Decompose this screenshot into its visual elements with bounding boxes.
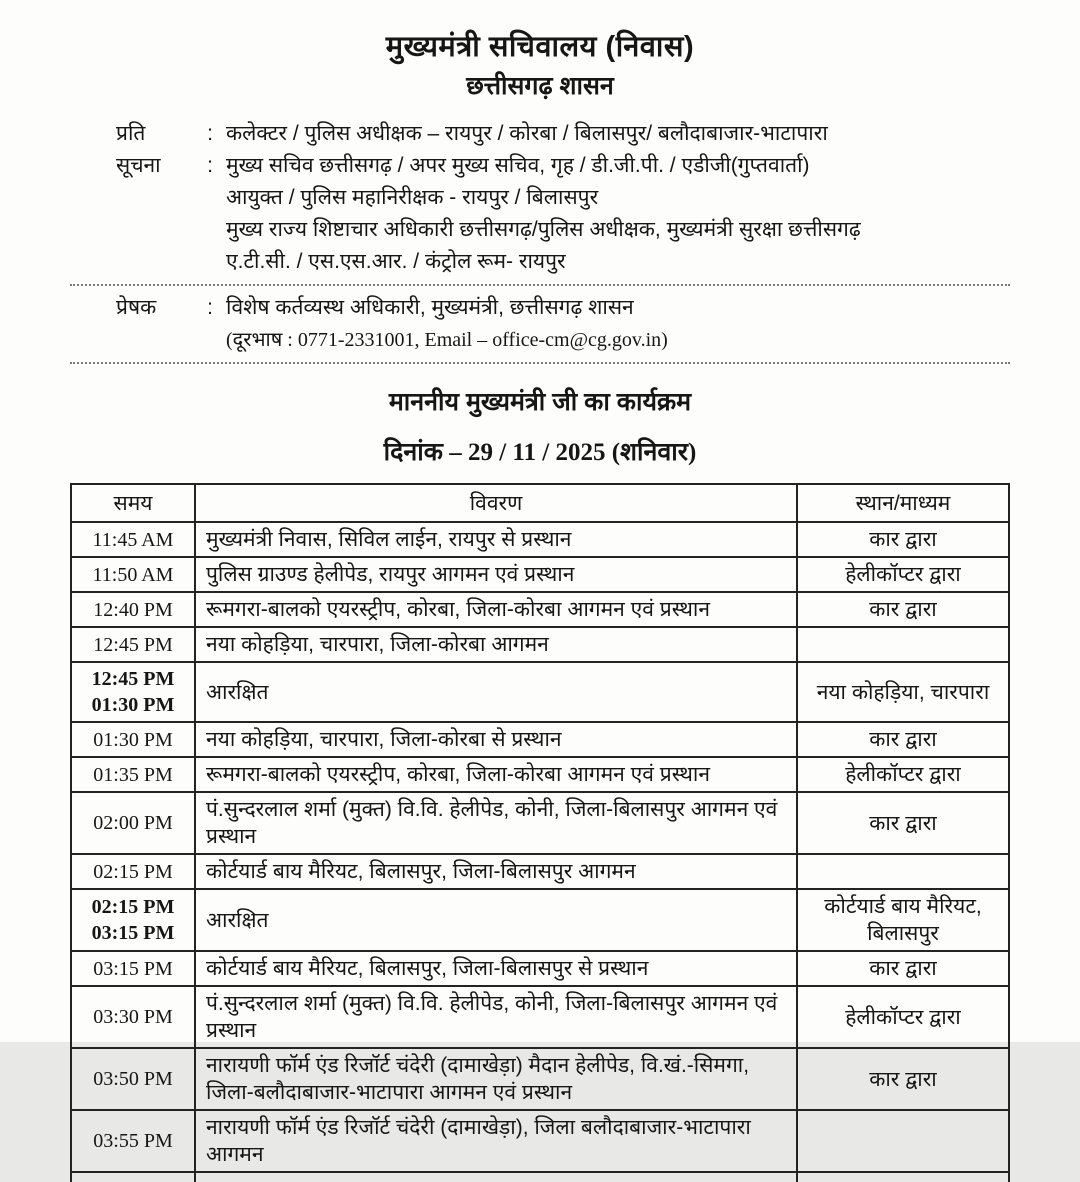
table-row <box>71 722 1009 757</box>
venue-cell <box>797 1172 1009 1182</box>
info-colon: : <box>207 154 213 177</box>
table-header-row <box>71 484 1009 522</box>
details-cell: आरक्षित <box>195 889 797 951</box>
venue-cell: कार द्वारा <box>797 592 1009 627</box>
info-line: ए.टी.सी. / एस.एस.आर. / कंट्रोल रूम- रायपुर <box>226 250 566 273</box>
schedule-body <box>71 522 1009 1182</box>
time-cell: 02:00 PM <box>71 792 195 854</box>
time-cell: 03:50 PM <box>71 1048 195 1110</box>
table-row <box>71 951 1009 986</box>
address-block <box>70 118 1010 364</box>
venue-cell: हेलीकॉप्टर द्वारा <box>797 986 1009 1048</box>
to-colon: : <box>207 122 213 145</box>
info-row <box>70 150 1010 278</box>
org-subtitle: छत्तीसगढ़ शासन <box>466 72 614 100</box>
info-label: सूचना <box>116 154 161 177</box>
details-cell <box>195 1172 797 1182</box>
details-cell: पं.सुन्दरलाल शर्मा (मुक्त) वि.वि. हेलीपेड, कोनी, जिला-बिलासपुर आगमन एवं प्रस्थान <box>195 792 797 854</box>
contact-line: (दूरभाष : 0771-2331001, Email – office-cm@cg.gov.in) <box>226 329 668 351</box>
venue-cell: नया कोहड़िया, चारपारा <box>797 662 1009 722</box>
table-row <box>71 757 1009 792</box>
time-cell: 03:30 PM <box>71 986 195 1048</box>
table-row <box>71 854 1009 889</box>
table-row <box>71 662 1009 722</box>
dotted-divider-bottom <box>70 362 1010 364</box>
details-cell: रूमगरा-बालको एयरस्ट्रीप, कोरबा, जिला-कोरबा आगमन एवं प्रस्थान <box>195 592 797 627</box>
venue-cell: कार द्वारा <box>797 792 1009 854</box>
venue-cell: कार द्वारा <box>797 522 1009 557</box>
details-cell: पुलिस ग्राउण्ड हेलीपेड, रायपुर आगमन एवं प्रस्थान <box>195 557 797 592</box>
details-cell: रूमगरा-बालको एयरस्ट्रीप, कोरबा, जिला-कोरबा आगमन एवं प्रस्थान <box>195 757 797 792</box>
from-label: प्रेषक <box>116 296 157 319</box>
venue-cell: हेलीकॉप्टर द्वारा <box>797 557 1009 592</box>
venue-cell <box>797 627 1009 662</box>
header-details: विवरण <box>195 484 797 522</box>
org-title: मुख्यमंत्री सचिवालय (निवास) <box>385 31 695 63</box>
program-date: दिनांक – 29 / 11 / 2025 (शनिवार) <box>383 439 697 466</box>
details-cell: नारायणी फॉर्म एंड रिजॉर्ट चंदेरी (दामाखेड़ा), जिला बलौदाबाजार-भाटापारा आगमन <box>195 1110 797 1172</box>
table-row <box>71 557 1009 592</box>
details-cell: नारायणी फॉर्म एंड रिजॉर्ट चंदेरी (दामाखेड़ा) मैदान हेलीपेड, वि.खं.-सिमगा, जिला-बलौदाबाजार-भाटापारा आगमन एवं प्रस्थान <box>195 1048 797 1110</box>
time-cell: 03:55 PM <box>71 1110 195 1172</box>
time-cell: 02:15 PM 03:15 PM <box>71 889 195 951</box>
dotted-divider-top <box>70 284 1010 286</box>
to-value: कलेक्टर / पुलिस अधीक्षक – रायपुर / कोरबा / बिलासपुर/ बलौदाबाजार-भाटापारा <box>226 122 828 145</box>
schedule-table <box>70 483 1010 1182</box>
info-line: मुख्य राज्य शिष्टाचार अधिकारी छत्तीसगढ़/पुलिस अधीक्षक, मुख्यमंत्री सुरक्षा छत्तीसगढ़ <box>226 218 861 241</box>
addressee-row <box>70 118 1010 150</box>
venue-cell <box>797 1110 1009 1172</box>
table-row <box>71 1110 1009 1172</box>
from-colon: : <box>207 296 213 319</box>
time-cell: 03:15 PM <box>71 951 195 986</box>
sender-row <box>70 292 1010 356</box>
details-cell: पं.सुन्दरलाल शर्मा (मुक्त) वि.वि. हेलीपेड, कोनी, जिला-बिलासपुर आगमन एवं प्रस्थान <box>195 986 797 1048</box>
program-title: माननीय मुख्यमंत्री जी का कार्यक्रम <box>388 388 692 416</box>
info-line: आयुक्त / पुलिस महानिरीक्षक - रायपुर / बिलासपुर <box>226 186 599 209</box>
to-label: प्रति <box>116 122 146 145</box>
details-cell: कोर्टयार्ड बाय मैरियट, बिलासपुर, जिला-बिलासपुर से प्रस्थान <box>195 951 797 986</box>
table-row <box>71 986 1009 1048</box>
venue-cell: कार द्वारा <box>797 951 1009 986</box>
time-cell: 12:45 PM 01:30 PM <box>71 662 195 722</box>
details-cell: कोर्टयार्ड बाय मैरियट, बिलासपुर, जिला-बिलासपुर आगमन <box>195 854 797 889</box>
table-row <box>71 627 1009 662</box>
time-cell: 12:40 PM <box>71 592 195 627</box>
header-time: समय <box>71 484 195 522</box>
details-cell: आरक्षित <box>195 662 797 722</box>
details-cell: नया कोहड़िया, चारपारा, जिला-कोरबा से प्रस्थान <box>195 722 797 757</box>
time-cell <box>71 1172 195 1182</box>
time-cell: 02:15 PM <box>71 854 195 889</box>
time-cell: 01:35 PM <box>71 757 195 792</box>
venue-cell: कार द्वारा <box>797 1048 1009 1110</box>
venue-cell <box>797 854 1009 889</box>
table-row <box>71 889 1009 951</box>
venue-cell: हेलीकॉप्टर द्वारा <box>797 757 1009 792</box>
header-venue: स्थान/माध्यम <box>797 484 1009 522</box>
info-line: मुख्य सचिव छत्तीसगढ़ / अपर मुख्य सचिव, गृह / डी.जी.पी. / एडीजी(गुप्तवार्ता) <box>226 154 810 177</box>
table-row <box>71 592 1009 627</box>
from-value: विशेष कर्तव्यस्थ अधिकारी, मुख्यमंत्री, छत्तीसगढ़ शासन <box>226 296 634 319</box>
table-row <box>71 792 1009 854</box>
table-row <box>71 522 1009 557</box>
venue-cell: कोर्टयार्ड बाय मैरियट, बिलासपुर <box>797 889 1009 951</box>
time-cell: 01:30 PM <box>71 722 195 757</box>
details-cell: नया कोहड़िया, चारपारा, जिला-कोरबा आगमन <box>195 627 797 662</box>
details-cell: मुख्यमंत्री निवास, सिविल लाईन, रायपुर से प्रस्थान <box>195 522 797 557</box>
time-cell: 11:50 AM <box>71 557 195 592</box>
time-cell: 11:45 AM <box>71 522 195 557</box>
table-row <box>71 1172 1009 1182</box>
time-cell: 12:45 PM <box>71 627 195 662</box>
table-row <box>71 1048 1009 1110</box>
venue-cell: कार द्वारा <box>797 722 1009 757</box>
